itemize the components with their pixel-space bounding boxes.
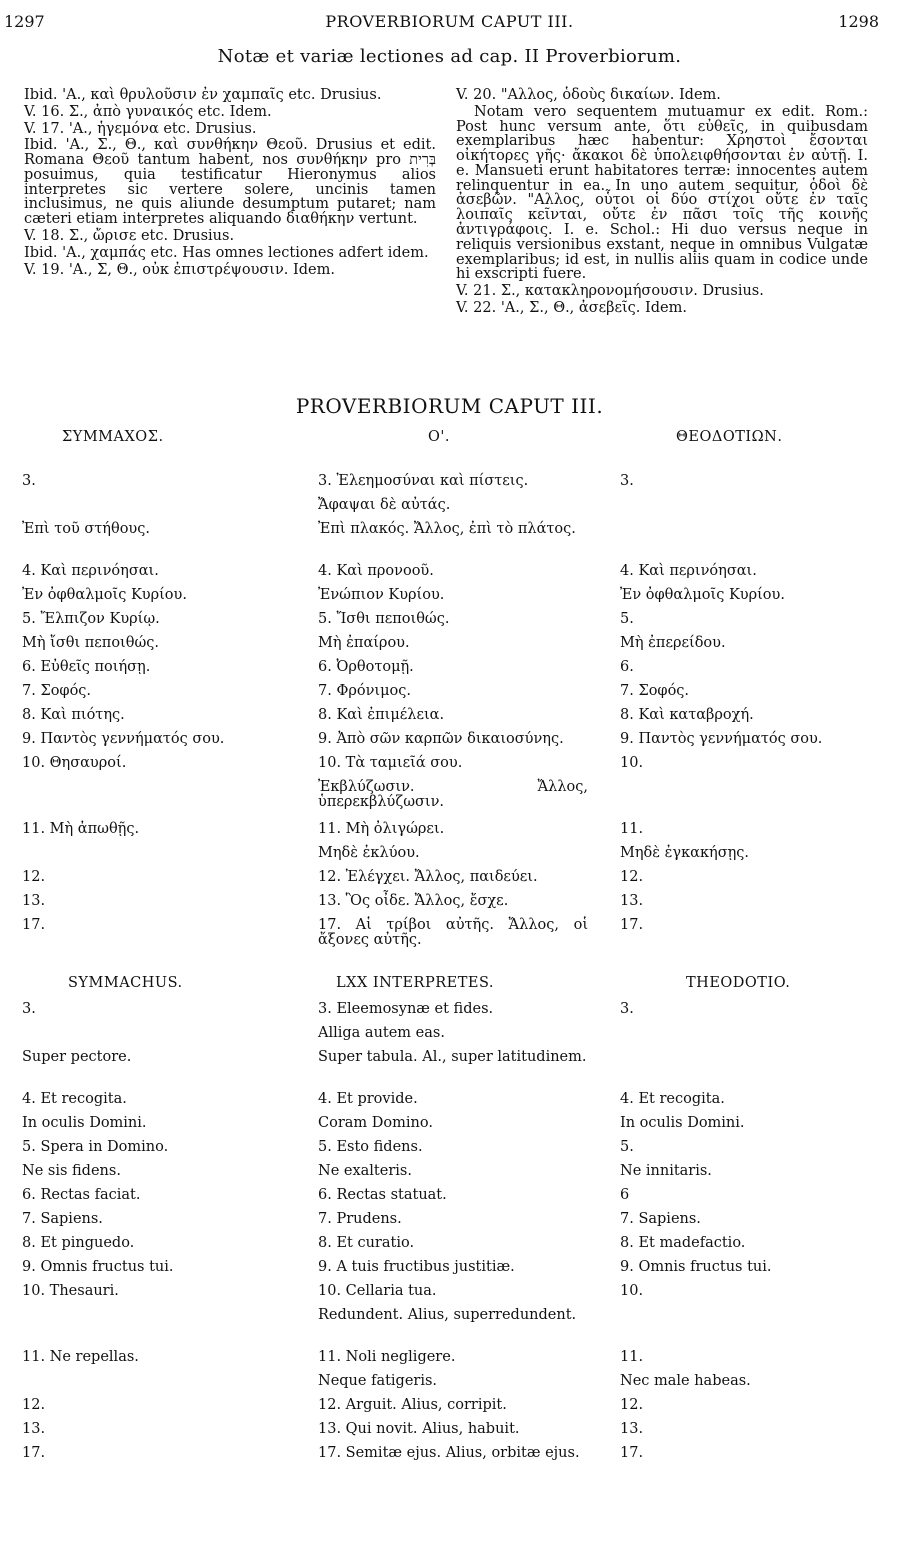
theodotion-cell: 13.	[620, 893, 644, 909]
note: V. 21. Σ., κατακληρονομήσουσιν. Drusius.	[456, 283, 764, 300]
symmachus-cell: Ἐπὶ τοῦ στήθους.	[22, 521, 150, 537]
table-row	[22, 1422, 882, 1446]
greek-parallel-table	[22, 474, 882, 952]
symmachus-cell: 13.	[22, 1421, 46, 1437]
table-row	[22, 522, 882, 564]
symmachus-cell: 5. Spera in Domino.	[22, 1139, 169, 1155]
symmachus-cell: 5. Ἔλπιζον Κυρίῳ.	[22, 611, 160, 627]
lxx-cell: 6. Rectas statuat.	[318, 1187, 447, 1203]
lxx-cell: Neque fatigeris.	[318, 1373, 438, 1389]
table-row	[22, 870, 882, 894]
note: V. 19. 'Α., Σ, Θ., οὐκ ἐπιστρέψουσιν. Idem.	[24, 261, 335, 278]
lxx-cell: Super tabula. Al., super latitudinem.	[318, 1049, 587, 1065]
lxx-cell: 8. Καὶ ἐπιμέλεια.	[318, 707, 445, 723]
lxx-cell: 9. Ἀπὸ σῶν καρπῶν δικαιοσύνης.	[318, 731, 564, 747]
theodotion-cell: 12.	[620, 1397, 644, 1413]
symmachus-cell: 8. Καὶ πιότης.	[22, 707, 125, 723]
table-row	[22, 1308, 882, 1350]
note: Ibid. 'Α., καὶ θρυλοῦσιν ἐν χαμπαῖς etc. Drusius.	[24, 87, 382, 103]
symmachus-cell: Super pectore.	[22, 1049, 132, 1065]
lxx-cell: 13. Ὃς οἶδε. Ἄλλος, ἔσχε.	[318, 893, 509, 909]
latin-parallel-table	[22, 1002, 882, 1480]
theodotion-cell: 3.	[620, 1001, 634, 1017]
lxx-cell: 17. Semitæ ejus. Alius, orbitæ ejus.	[318, 1445, 580, 1461]
theodotion-cell: Nec male habeas.	[620, 1373, 751, 1389]
table-row	[22, 1092, 882, 1116]
table-row	[22, 756, 882, 780]
lxx-cell: 13. Qui novit. Alius, habuit.	[318, 1421, 520, 1437]
theodotion-cell: 6	[620, 1187, 630, 1203]
theodotion-cell: Μὴ ἐπερείδου.	[620, 635, 726, 651]
lxx-cell: Μηδὲ ἐκλύου.	[318, 845, 420, 861]
table-row	[22, 1284, 882, 1308]
lxx-cell: 12. Ἐλέγχει. Ἄλλος, παιδεύει.	[318, 869, 538, 885]
symmachus-cell: 4. Καὶ περινόησαι.	[22, 563, 159, 579]
theodotion-cell: 8. Et madefactio.	[620, 1235, 746, 1251]
lxx-cell: Coram Domino.	[318, 1115, 433, 1131]
lxx-cell: 9. A tuis fructibus justitiæ.	[318, 1259, 515, 1275]
table-row	[22, 1350, 882, 1374]
lxx-cell: 7. Prudens.	[318, 1211, 402, 1227]
symmachus-cell: 9. Omnis fructus tui.	[22, 1259, 174, 1275]
lxx-cell: 4. Et provide.	[318, 1091, 418, 1107]
page-header	[0, 14, 899, 38]
lxx-cell: 6. Ὀρθοτομῇ.	[318, 659, 414, 675]
notes-column-left	[24, 88, 436, 279]
greek-header-symmachus: ΣΥΜΜΑΧΟΣ.	[62, 429, 164, 445]
table-row	[22, 1398, 882, 1422]
latin-header-theodotion: THEODOTIO.	[686, 975, 791, 991]
symmachus-cell: 6. Rectas faciat.	[22, 1187, 141, 1203]
notes-column-right	[456, 88, 868, 318]
table-row	[22, 564, 882, 588]
lxx-cell: 3. Eleemosynæ et fides.	[318, 1001, 494, 1017]
table-row	[22, 1260, 882, 1284]
table-row	[22, 1002, 882, 1026]
theodotion-cell: 4. Et recogita.	[620, 1091, 725, 1107]
lxx-cell: 10. Τὰ ταμιεῖά σου.	[318, 755, 463, 771]
theodotion-cell: 8. Καὶ καταβροχή.	[620, 707, 754, 723]
symmachus-cell: Μὴ ἴσθι πεποιθώς.	[22, 635, 160, 651]
lxx-cell: Redundent. Alius, superredundent.	[318, 1307, 577, 1323]
lxx-cell: 11. Μὴ ὀλιγώρει.	[318, 821, 445, 837]
theodotion-cell: 13.	[620, 1421, 644, 1437]
theodotion-cell: 11.	[620, 1349, 644, 1365]
notes-title: Notæ et variæ lectiones ad cap. II Proverbiorum.	[217, 46, 682, 67]
theodotion-cell: 10.	[620, 1283, 644, 1299]
symmachus-cell: 7. Sapiens.	[22, 1211, 103, 1227]
table-row	[22, 588, 882, 612]
table-row	[22, 1026, 882, 1050]
table-row	[22, 1164, 882, 1188]
lxx-cell: Ἐνώπιον Κυρίου.	[318, 587, 445, 603]
table-row	[22, 474, 882, 498]
lxx-cell: Ne exalteris.	[318, 1163, 412, 1179]
lxx-cell: 4. Καὶ προνοοῦ.	[318, 563, 434, 579]
symmachus-cell: 7. Σοφός.	[22, 683, 92, 699]
theodotion-cell: Ἐν ὀφθαλμοῖς Κυρίου.	[620, 587, 785, 603]
table-row	[22, 732, 882, 756]
table-row	[22, 660, 882, 684]
table-row	[22, 894, 882, 918]
note: V. 20. "Αλλος, ὁδοὺς δικαίων. Idem.	[456, 87, 721, 103]
theodotion-cell: 5.	[620, 1139, 634, 1155]
table-row	[22, 708, 882, 732]
note: Ibid. 'Α., Σ., Θ., καὶ συνθήκην Θεοῦ. Drusius et edit. Romana Θεοῦ tantum habent, nos συνθήκην pro בְּרִית posuimus, quia testificatur Hieronymus alios interpretes sic vertere solere, uncinis tamen inclusimus, ne quis aliunde desumptum putaret; nam cæteri etiam interpretes aliquando διαθήκην vertunt.	[24, 137, 436, 228]
note: V. 22. 'Α., Σ., Θ., ἀσεβεῖς. Idem.	[456, 299, 687, 316]
theodotion-cell: 9. Omnis fructus tui.	[620, 1259, 772, 1275]
table-row	[22, 498, 882, 522]
lxx-cell: 5. Ἴσθι πεποιθώς.	[318, 611, 450, 627]
table-row	[22, 1212, 882, 1236]
table-row	[22, 1236, 882, 1260]
theodotion-cell: 7. Sapiens.	[620, 1211, 701, 1227]
page-number-left: 1297	[4, 12, 45, 31]
symmachus-cell: In oculis Domini.	[22, 1115, 147, 1131]
table-row	[22, 846, 882, 870]
table-row	[22, 1050, 882, 1092]
symmachus-cell: 3.	[22, 473, 36, 489]
theodotion-cell: 17.	[620, 1445, 644, 1461]
table-row	[22, 684, 882, 708]
symmachus-cell: 13.	[22, 893, 46, 909]
theodotion-cell: 11.	[620, 821, 644, 837]
lxx-cell: 5. Esto fidens.	[318, 1139, 423, 1155]
symmachus-cell: 9. Παντὸς γεννήματός σου.	[22, 731, 225, 747]
table-row	[22, 1116, 882, 1140]
lxx-cell: 7. Φρόνιμος.	[318, 683, 411, 699]
greek-header-theodotion: ΘΕΟΔΟΤΙΩΝ.	[676, 429, 783, 445]
lxx-cell: Ἐκβλύζωσιν. Ἄλλος, ὑπερεκβλύζωσιν.	[318, 779, 588, 811]
symmachus-cell: 12.	[22, 869, 46, 885]
theodotion-cell: 3.	[620, 473, 634, 489]
theodotion-cell: 7. Σοφός.	[620, 683, 690, 699]
lxx-cell: Ἐπὶ πλακός. Ἄλλος, ἐπὶ τὸ πλάτος.	[318, 521, 576, 537]
lxx-cell: 11. Noli negligere.	[318, 1349, 456, 1365]
table-row	[22, 1188, 882, 1212]
symmachus-cell: 11. Μὴ ἀπωθῇς.	[22, 821, 140, 837]
table-row	[22, 1374, 882, 1398]
theodotion-cell: In oculis Domini.	[620, 1115, 745, 1131]
symmachus-cell: 11. Ne repellas.	[22, 1349, 139, 1365]
symmachus-cell: 12.	[22, 1397, 46, 1413]
latin-header-symmachus: SYMMACHUS.	[68, 975, 183, 991]
greek-header-lxx: Ο'.	[428, 429, 450, 445]
theodotion-cell: Μηδὲ ἐγκακήσῃς.	[620, 845, 750, 861]
table-row	[22, 612, 882, 636]
theodotion-cell: 6.	[620, 659, 634, 675]
lxx-cell: Μὴ ἐπαίρου.	[318, 635, 410, 651]
lxx-cell: Alliga autem eas.	[318, 1025, 445, 1041]
lxx-cell: 8. Et curatio.	[318, 1235, 415, 1251]
symmachus-cell: Ἐν ὀφθαλμοῖς Κυρίου.	[22, 587, 187, 603]
table-row	[22, 780, 882, 822]
theodotion-cell: 10.	[620, 755, 644, 771]
table-row	[22, 822, 882, 846]
theodotion-cell: 5.	[620, 611, 634, 627]
symmachus-cell: Ne sis fidens.	[22, 1163, 121, 1179]
theodotion-cell: 12.	[620, 869, 644, 885]
table-row	[22, 1140, 882, 1164]
lxx-cell: 12. Arguit. Alius, corripit.	[318, 1397, 507, 1413]
lxx-cell: 3. Ἐλεημοσύναι καὶ πίστεις.	[318, 473, 529, 489]
note: V. 16. Σ., ἀπὸ γυναικός etc. Idem.	[24, 103, 272, 120]
table-row	[22, 1446, 882, 1480]
symmachus-cell: 17.	[22, 1445, 46, 1461]
table-row	[22, 636, 882, 660]
theodotion-cell: 17.	[620, 917, 644, 933]
note: Ibid. 'Α., χαμπάς etc. Has omnes lectiones adfert idem.	[24, 244, 429, 261]
symmachus-cell: 17.	[22, 917, 46, 933]
section-title: PROVERBIORUM CAPUT III.	[295, 394, 604, 418]
note: V. 18. Σ., ὤρισε etc. Drusius.	[24, 228, 235, 245]
symmachus-cell: 6. Εὐθεῖς ποιήσῃ.	[22, 659, 151, 675]
symmachus-cell: 10. Θησαυροί.	[22, 755, 127, 771]
note: V. 17. 'Α., ἡγεμόνα etc. Drusius.	[24, 120, 257, 137]
symmachus-cell: 10. Thesauri.	[22, 1283, 119, 1299]
theodotion-cell: Ne innitaris.	[620, 1163, 712, 1179]
latin-header-lxx: LXX INTERPRETES.	[336, 975, 495, 991]
symmachus-cell: 4. Et recogita.	[22, 1091, 127, 1107]
lxx-cell: Ἄφαψαι δὲ αὐτάς.	[318, 497, 451, 513]
lxx-cell: 10. Cellaria tua.	[318, 1283, 437, 1299]
symmachus-cell: 3.	[22, 1001, 36, 1017]
note: Notam vero sequentem mutuamur ex edit. Rom.: Post hunc versum ante, ὅτι εὐθεῖς, in quibusdam exemplaribus hæc habentur: Χρηστοὶ ἔσονται οἰκήτορες γῆς· ἄκακοι δὲ ὑπολειφθήσονται ἐν αὐτῇ. I. e. Mansueti erunt habitatores terræ: innocentes autem relinquentur in ea. In uno autem sequitur, ὁδοὶ δὲ ἀσεβῶν. "Αλλος, οὗτοι οἱ δύο στίχοι οὔτε ἐν ταῖς λοιπαῖς κεῖνται, οὔτε ἐν πᾶσι τοῖς τῆς κοινῆς ἀντιγράφοις. I. e. Schol.: Hi duo versus neque in reliquis versionibus exstant, neque in omnibus Vulgatæ exemplaribus; id est, in nullis aliis quam in codice unde hi exscripti fuere.	[456, 103, 868, 283]
page-number-right: 1298	[838, 12, 879, 31]
running-title: PROVERBIORUM CAPUT III.	[325, 12, 574, 31]
lxx-cell: 17. Αἱ τρίβοι αὐτῆς. Ἄλλος, οἱ ἄξονες αὐτῆς.	[318, 917, 588, 949]
table-row	[22, 918, 882, 952]
theodotion-cell: 9. Παντὸς γεννήματός σου.	[620, 731, 823, 747]
symmachus-cell: 8. Et pinguedo.	[22, 1235, 135, 1251]
theodotion-cell: 4. Καὶ περινόησαι.	[620, 563, 757, 579]
